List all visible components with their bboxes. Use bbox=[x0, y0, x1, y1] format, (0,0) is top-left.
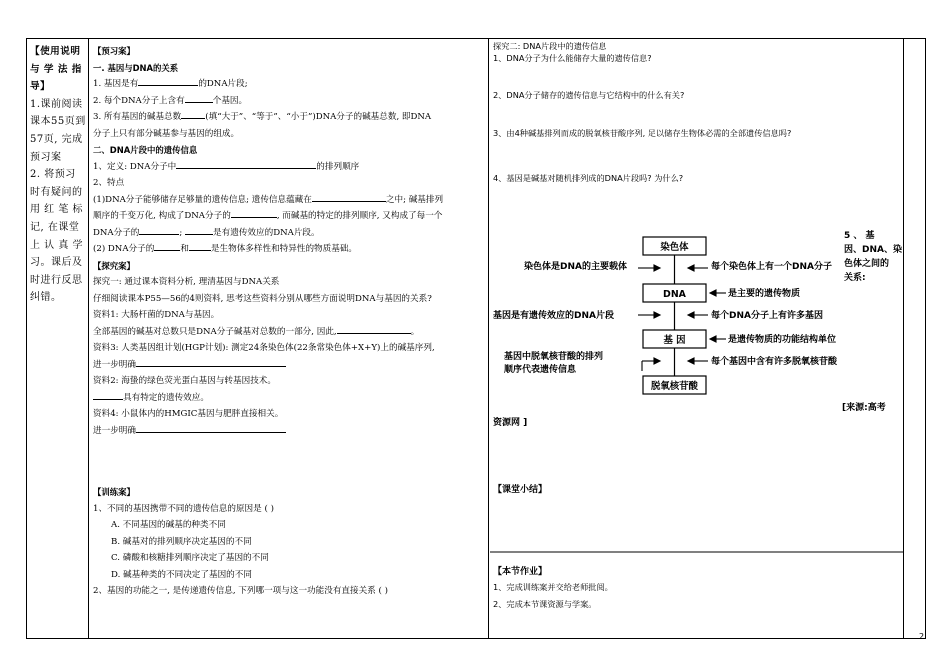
instruction-line: 预习案 bbox=[30, 151, 62, 163]
homework-header: 【本节作业】 bbox=[493, 567, 548, 577]
training-question: 1、不同的基因携带不同的遗传信息的原因是 ( ) bbox=[93, 503, 274, 514]
source-label: 资源网 ] bbox=[493, 418, 528, 428]
main-content-column bbox=[90, 39, 488, 638]
explore-line: 资料3: 人类基因组计划(HGP计划): 测定24条染色体(22条常染色体+X+Y)上的碱基序列, bbox=[93, 343, 435, 353]
relation-label: 色体之间的 bbox=[844, 259, 890, 269]
section-title: 一. 基因与DNA的关系 bbox=[93, 62, 179, 73]
explore-line: 资料4: 小鼠体内的HMGIC基因与肥胖直接相关。 bbox=[93, 409, 284, 419]
instruction-line: 与 学 法 指 bbox=[30, 63, 82, 75]
question-2: 2. 每个DNA分子上含有 个基因。 bbox=[93, 95, 248, 106]
relation-label: 关系: bbox=[844, 273, 866, 283]
option-c[interactable]: C. 磷酸和核糖排列顺序决定了基因的不同 bbox=[111, 553, 269, 563]
answer-blank[interactable] bbox=[138, 77, 198, 86]
feature-1: (1)DNA分子能够储存足够量的遗传信息; 遗传信息蕴藏在 之中; 碱基排列 bbox=[93, 194, 444, 205]
explore-line: 进一步明确 bbox=[93, 357, 485, 374]
answer-blank[interactable] bbox=[93, 391, 123, 400]
label-left-3b: 顺序代表遗传信息 bbox=[504, 365, 577, 375]
arrow-icon bbox=[710, 290, 716, 296]
answer-blank[interactable] bbox=[185, 94, 213, 103]
explore-header: 【探究案】 bbox=[93, 260, 135, 271]
explore-question-3: 3、由4种碱基排列而成的脱氧核苷酸序列, 足以储存生物体必需的全部遗传信息吗? bbox=[493, 128, 792, 138]
relation-label: 因、DNA、染 bbox=[844, 245, 902, 255]
explore-question-2: 2、DNA分子储存的遗传信息与它结构中的什么有关? bbox=[493, 90, 685, 100]
training-question: 2、基因的功能之一, 是传递遗传信息, 下列哪一项与这一功能没有直接关系 ( ) bbox=[93, 586, 388, 596]
instruction-line: 2. 将预习 bbox=[30, 169, 76, 181]
answer-blank[interactable] bbox=[337, 325, 411, 334]
label-left-2: 基因是有遗传效应的DNA片段 bbox=[493, 311, 614, 321]
label-right-1: 每个染色体上有一个DNA分子 bbox=[711, 262, 832, 272]
arrow-icon bbox=[710, 336, 716, 342]
label-right-5: 每个基因中含有许多脱氧核苷酸 bbox=[711, 357, 838, 367]
relationship-diagram bbox=[490, 39, 903, 638]
page-number: 2 bbox=[919, 632, 925, 641]
answer-blank[interactable] bbox=[136, 424, 286, 433]
box-label-nucleotide: 脱氧核苷酸 bbox=[651, 381, 698, 392]
definition: 1、定义: DNA分子中 的排列顺序 bbox=[93, 161, 360, 172]
feature-2: (2) DNA分子的 和 是生物体多样性和特异性的物质基础。 bbox=[93, 244, 358, 254]
column-divider bbox=[903, 39, 904, 638]
summary-header: 【课堂小结】 bbox=[493, 485, 548, 495]
explore-line: 资料2: 海蛰的绿色荧光蛋白基因与转基因技术。 bbox=[93, 376, 276, 386]
arrow-icon bbox=[654, 358, 660, 364]
instruction-line: 用 红 笔 标 bbox=[30, 204, 84, 216]
label-right-4: 是遗传物质的功能结构单位 bbox=[728, 335, 837, 345]
arrow-icon bbox=[654, 265, 660, 271]
answer-blank[interactable] bbox=[181, 110, 205, 119]
source-label: [来源:高考 bbox=[842, 403, 886, 413]
arrow-icon bbox=[688, 312, 694, 318]
arrow-icon bbox=[688, 265, 694, 271]
question-3-cont: 分子上只有部分碱基参与基因的组成。 bbox=[93, 128, 240, 139]
instruction-line: 习。课后及 bbox=[30, 257, 83, 269]
arrow-icon bbox=[688, 358, 694, 364]
label-right-3: 每个DNA分子上有许多基因 bbox=[711, 311, 823, 321]
explore-two-column bbox=[490, 39, 903, 638]
homework-item: 2、完成本节课资源与学案。 bbox=[493, 599, 597, 609]
feature-1-cont: DNA分子的 ; 是有遗传效应的DNA片段。 bbox=[93, 227, 320, 238]
question-1: 1. 基因是有 的DNA片段; bbox=[93, 79, 248, 89]
answer-blank[interactable] bbox=[185, 226, 213, 235]
instruction-line: 纠错。 bbox=[30, 292, 62, 304]
box-label-gene: 基 因 bbox=[663, 335, 686, 346]
explore-line: 资料1: 大肠杆菌的DNA与基因。 bbox=[93, 310, 220, 320]
instruction-line: 【使用说明 bbox=[30, 46, 81, 57]
answer-blank[interactable] bbox=[189, 242, 211, 251]
answer-blank[interactable] bbox=[136, 358, 286, 367]
answer-blank[interactable] bbox=[176, 160, 316, 169]
answer-blank[interactable] bbox=[231, 209, 277, 218]
instruction-line: 时进行反思 bbox=[30, 274, 83, 286]
answer-blank[interactable] bbox=[139, 226, 179, 235]
option-a[interactable]: A. 不同基因的碱基的种类不同 bbox=[111, 520, 226, 530]
label-left-1: 染色体是DNA的主要载体 bbox=[524, 262, 627, 272]
worksheet-table bbox=[26, 38, 926, 639]
section-title: 二、DNA片段中的遗传信息 bbox=[93, 145, 198, 155]
arrow-icon bbox=[654, 312, 660, 318]
explore-question-1: 1、DNA分子为什么能储存大量的遗传信息? bbox=[493, 53, 652, 63]
label-right-2: 是主要的遗传物质 bbox=[728, 289, 801, 299]
homework-item: 1、完成训练案并交给老师批阅。 bbox=[493, 582, 613, 592]
option-d[interactable]: D. 碱基种类的不同决定了基因的不同 bbox=[111, 569, 252, 580]
explore-line: 仔细阅读课本P55—56的4则资料, 思考这些资料分别从哪些方面说明DNA与基因的关系? bbox=[93, 293, 432, 304]
explore-line: 全部基因的碱基对总数只是DNA分子碱基对总数的一部分, 因此, 。 bbox=[93, 326, 420, 337]
question-3: 3. 所有基因的碱基总数 (填“大于”、“等于”、“小于”)DNA分子的碱基总数, 即DNA bbox=[93, 112, 432, 122]
answer-blank[interactable] bbox=[312, 193, 386, 202]
relation-label: 5 、 基 bbox=[844, 231, 875, 241]
instruction-line: 57页, 完成 bbox=[30, 133, 83, 145]
box-label-chromosome: 染色体 bbox=[660, 242, 689, 253]
column-divider bbox=[88, 39, 89, 638]
answer-blank[interactable] bbox=[154, 242, 180, 251]
label-left-3a: 基因中脱氧核苷酸的排列 bbox=[504, 352, 604, 362]
column-divider bbox=[488, 39, 489, 638]
instruction-line: 1.课前阅读 bbox=[30, 98, 83, 110]
training-header: 【训练案】 bbox=[93, 487, 135, 497]
explore-line: 进一步明确 bbox=[93, 423, 485, 440]
feature-1-cont: 顺序的千变万化, 构成了DNA分子的 , 而碱基的特定的排列顺序, 又构成了每一个 bbox=[93, 211, 443, 221]
explore-line: 探究一: 通过课本资料分析, 理清基因与DNA关系 bbox=[93, 277, 280, 287]
preview-header: 【预习案】 bbox=[93, 46, 135, 56]
usage-instructions-column bbox=[27, 39, 88, 638]
instruction-line: 记, 在课堂 bbox=[30, 221, 80, 233]
explore-question-4: 4、基因是碱基对随机排列成的DNA片段吗? 为什么? bbox=[493, 173, 684, 183]
instruction-line: 时有疑问的 bbox=[30, 186, 83, 198]
instruction-line: 导】 bbox=[30, 81, 51, 93]
explore-line: 具有特定的遗传效应。 bbox=[93, 390, 485, 407]
box-label-dna: DNA bbox=[663, 289, 686, 300]
explore-two-title: 探究二: DNA片段中的遗传信息 bbox=[493, 41, 607, 51]
option-b[interactable]: B. 碱基对的排列顺序决定基因的不同 bbox=[111, 536, 252, 547]
features-heading: 2、特点 bbox=[93, 178, 125, 188]
instruction-line: 上 认 真 学 bbox=[30, 239, 84, 251]
instruction-line: 课本55页到 bbox=[30, 116, 86, 128]
